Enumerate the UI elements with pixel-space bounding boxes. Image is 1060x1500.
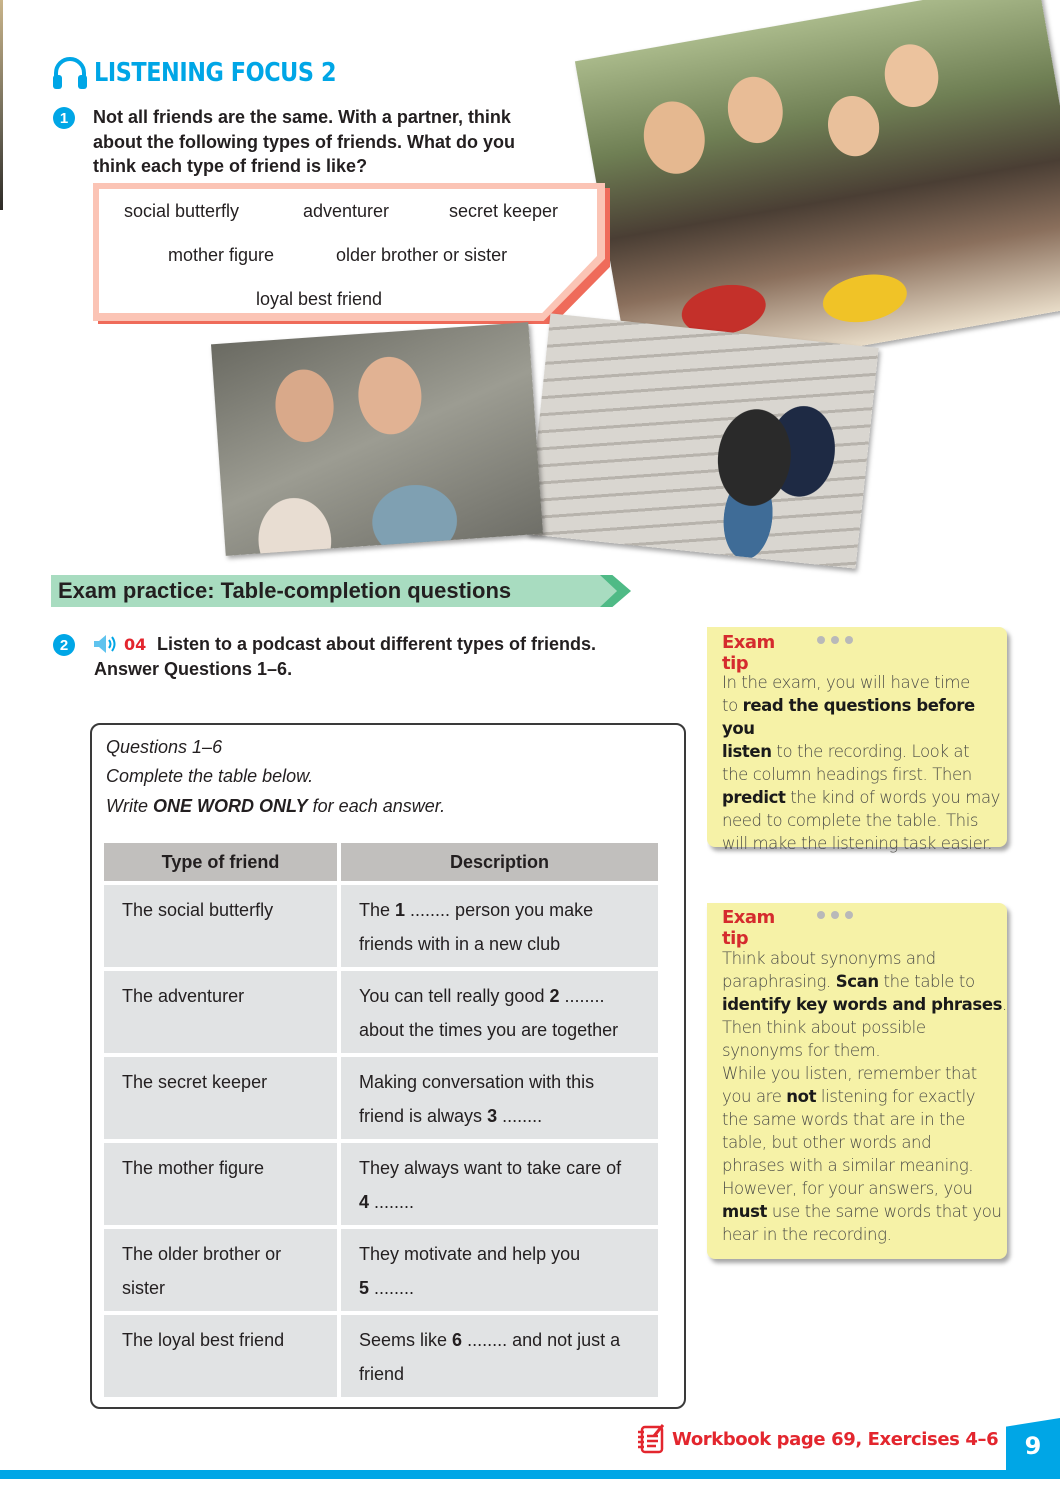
- text: They motivate and help you: [359, 1244, 581, 1264]
- friend-type-cell: [104, 971, 337, 1053]
- word-mother-figure: mother figure: [168, 245, 275, 265]
- workbook-reference-text: Workbook page 69, Exercises 4–6: [672, 1428, 999, 1450]
- description-cell: [341, 1057, 658, 1139]
- headphones-icon: [52, 56, 88, 90]
- text: about the times you are together: [359, 1020, 619, 1040]
- friend-type-cell: [104, 1057, 337, 1139]
- exam-tip-line: [722, 1085, 1007, 1108]
- table-row: [104, 1229, 658, 1311]
- word-adventurer: adventurer: [303, 201, 390, 221]
- track-number: 04: [124, 634, 147, 654]
- text: for each answer.: [307, 796, 446, 816]
- exam-tip-label: Exam tip: [722, 632, 775, 674]
- text: use the same words that you: [767, 1202, 1002, 1221]
- text: the same words that are in the: [722, 1110, 965, 1129]
- exam-tip-line: [722, 947, 1007, 970]
- text: table, but other words and: [722, 1133, 932, 1152]
- exam-tip-text: [722, 947, 1007, 1246]
- exam-tip-text: [722, 671, 1007, 855]
- answer-gap-3[interactable]: ........: [497, 1106, 543, 1126]
- text: Making conversation with this: [359, 1072, 595, 1092]
- section-title: LISTENING FOCUS 2: [94, 58, 337, 88]
- text: The loyal best friend: [122, 1330, 285, 1350]
- text: You can tell really good: [359, 986, 550, 1006]
- dots-decoration-icon: [817, 911, 853, 919]
- text: The mother figure: [122, 1158, 265, 1178]
- text: The: [359, 900, 396, 920]
- answer-gap-6[interactable]: ........ and not just a: [462, 1330, 621, 1350]
- text: In the exam, you will have time: [722, 673, 970, 692]
- exam-tip-line: [722, 832, 1007, 855]
- text: Then think about possible: [722, 1018, 926, 1037]
- text: friend is always: [359, 1106, 488, 1126]
- exam-practice-title: Exam practice: Table-completion questions: [58, 578, 512, 603]
- text: need to complete the table. This: [722, 811, 979, 830]
- table-row: [104, 1057, 658, 1139]
- exam-tip-line: [722, 970, 1007, 993]
- exam-tip-line: [722, 1131, 1007, 1154]
- footer-bar: [0, 1470, 1060, 1479]
- exam-tip-line: [722, 1108, 1007, 1131]
- gap-number-3: 3: [487, 1106, 498, 1126]
- text: to the recording. Look at: [771, 742, 970, 761]
- word-social-butterfly: social butterfly: [124, 201, 240, 221]
- text: Think about synonyms and: [722, 949, 936, 968]
- page-number: 9: [1024, 1432, 1042, 1460]
- workbook-icon: [636, 1424, 666, 1454]
- text: synonyms for them.: [722, 1041, 881, 1060]
- exam-tip-line: [722, 1062, 1007, 1085]
- table-row: [104, 885, 658, 967]
- dots-decoration-icon: [817, 636, 853, 644]
- exercise-1-instruction: [93, 105, 515, 179]
- gap-number-2: 2: [549, 986, 560, 1006]
- emphasis: must: [722, 1202, 768, 1221]
- text: While you listen, remember that: [722, 1064, 977, 1083]
- emphasis: listen: [722, 742, 772, 761]
- column-header-type: Type of friend: [104, 843, 337, 881]
- exam-tip-line: [722, 786, 1007, 809]
- exam-tip-line: [722, 671, 1007, 694]
- exercise-2-instruction-line1: Listen to a podcast about different types of friends.: [157, 634, 597, 654]
- text: The social butterfly: [122, 900, 274, 920]
- text: hear in the recording.: [722, 1225, 892, 1244]
- description-cell: [341, 1229, 658, 1311]
- word-loyal-best-friend: loyal best friend: [256, 289, 383, 309]
- exam-tip-line: [722, 763, 1007, 786]
- exam-tip-line: [722, 1200, 1007, 1223]
- two-boys-photo: [527, 313, 878, 568]
- instruction-line: about the following types of friends. What do you: [93, 131, 515, 152]
- page-title: [52, 56, 375, 90]
- exercise-2-instruction-line2: Answer Questions 1–6.: [94, 659, 293, 679]
- text: you are: [722, 1087, 787, 1106]
- emphasis: read the questions before you: [722, 696, 975, 738]
- exam-tip-line: [722, 694, 1007, 740]
- exam-tip-line: [722, 1154, 1007, 1177]
- text: The adventurer: [122, 986, 245, 1006]
- text: will make the listening task easier.: [722, 834, 993, 853]
- text: The secret keeper: [122, 1072, 268, 1092]
- instruction-line: think each type of friend is like?: [93, 156, 368, 176]
- text: The older brother or: [122, 1244, 282, 1264]
- text: to: [722, 696, 743, 715]
- exam-tip-label: Exam tip: [722, 907, 775, 949]
- friend-type-cell: [104, 1229, 337, 1311]
- answer-gap-2[interactable]: ........: [559, 986, 605, 1006]
- text: phrases with a similar meaning.: [722, 1156, 974, 1175]
- exam-tip-line: [722, 1016, 1007, 1039]
- text: sister: [122, 1278, 166, 1298]
- two-girls-photo: [211, 322, 543, 556]
- emphasis: identify key words and phrases: [722, 995, 1003, 1014]
- description-cell: [341, 1315, 658, 1397]
- text: Seems like: [359, 1330, 453, 1350]
- answer-gap-5[interactable]: ........: [369, 1278, 415, 1298]
- text: paraphrasing.: [722, 972, 836, 991]
- table-row: [104, 1143, 658, 1225]
- gap-number-6: 6: [452, 1330, 463, 1350]
- text: friends with in a new club: [359, 934, 561, 954]
- text: .: [1002, 995, 1007, 1014]
- gap-number-4: 4: [359, 1192, 370, 1212]
- text: Write: [106, 796, 153, 816]
- gap-number-1: 1: [395, 900, 406, 920]
- table-row: [104, 1315, 658, 1397]
- exam-tip-line: [722, 1039, 1007, 1062]
- audio-track[interactable]: [92, 634, 146, 654]
- text: the kind of words you may: [785, 788, 1001, 807]
- description-cell: [341, 885, 658, 967]
- text: the column headings first. Then: [722, 765, 972, 784]
- emphasis: Scan: [835, 972, 879, 991]
- exercise-number-1: 1: [53, 107, 75, 129]
- exam-tip-line: [722, 993, 1007, 1016]
- friend-type-cell: [104, 885, 337, 967]
- text: They always want to take care of: [359, 1158, 622, 1178]
- complete-table-instruction: Complete the table below.: [106, 766, 314, 786]
- table-row: [104, 971, 658, 1053]
- emphasis: predict: [722, 788, 786, 807]
- answer-gap-1[interactable]: ........ person you make: [405, 900, 594, 920]
- description-cell: [341, 971, 658, 1053]
- description-cell: [341, 1143, 658, 1225]
- answer-gap-4[interactable]: ........: [369, 1192, 415, 1212]
- questions-range: Questions 1–6: [106, 737, 223, 757]
- exam-tip-line: [722, 1223, 1007, 1246]
- word-secret-keeper: secret keeper: [449, 201, 559, 221]
- exam-tip-line: [722, 809, 1007, 832]
- word-older-brother-or-sister: older brother or sister: [336, 245, 508, 265]
- text: listening for exactly: [816, 1087, 976, 1106]
- emphasis: not: [786, 1087, 817, 1106]
- column-header-description: Description: [341, 843, 658, 881]
- gap-number-5: 5: [359, 1278, 370, 1298]
- workbook-reference[interactable]: [636, 1424, 998, 1454]
- text: friend: [359, 1364, 405, 1384]
- word-limit-emphasis: ONE WORD ONLY: [153, 796, 308, 816]
- instruction-line: Not all friends are the same. With a partner, think: [93, 107, 511, 127]
- exam-tip-line: [722, 740, 1007, 763]
- exercise-number-2: 2: [53, 634, 75, 656]
- friend-type-cell: [104, 1143, 337, 1225]
- previous-page-edge: [0, 0, 3, 210]
- word-limit-instruction: [106, 796, 445, 817]
- text: However, for your answers, you: [722, 1179, 973, 1198]
- speaker-icon[interactable]: [92, 634, 122, 654]
- exam-tip-line: [722, 1177, 1007, 1200]
- completion-table: [100, 839, 662, 1401]
- friend-type-cell: [104, 1315, 337, 1397]
- text: the table to: [878, 972, 975, 991]
